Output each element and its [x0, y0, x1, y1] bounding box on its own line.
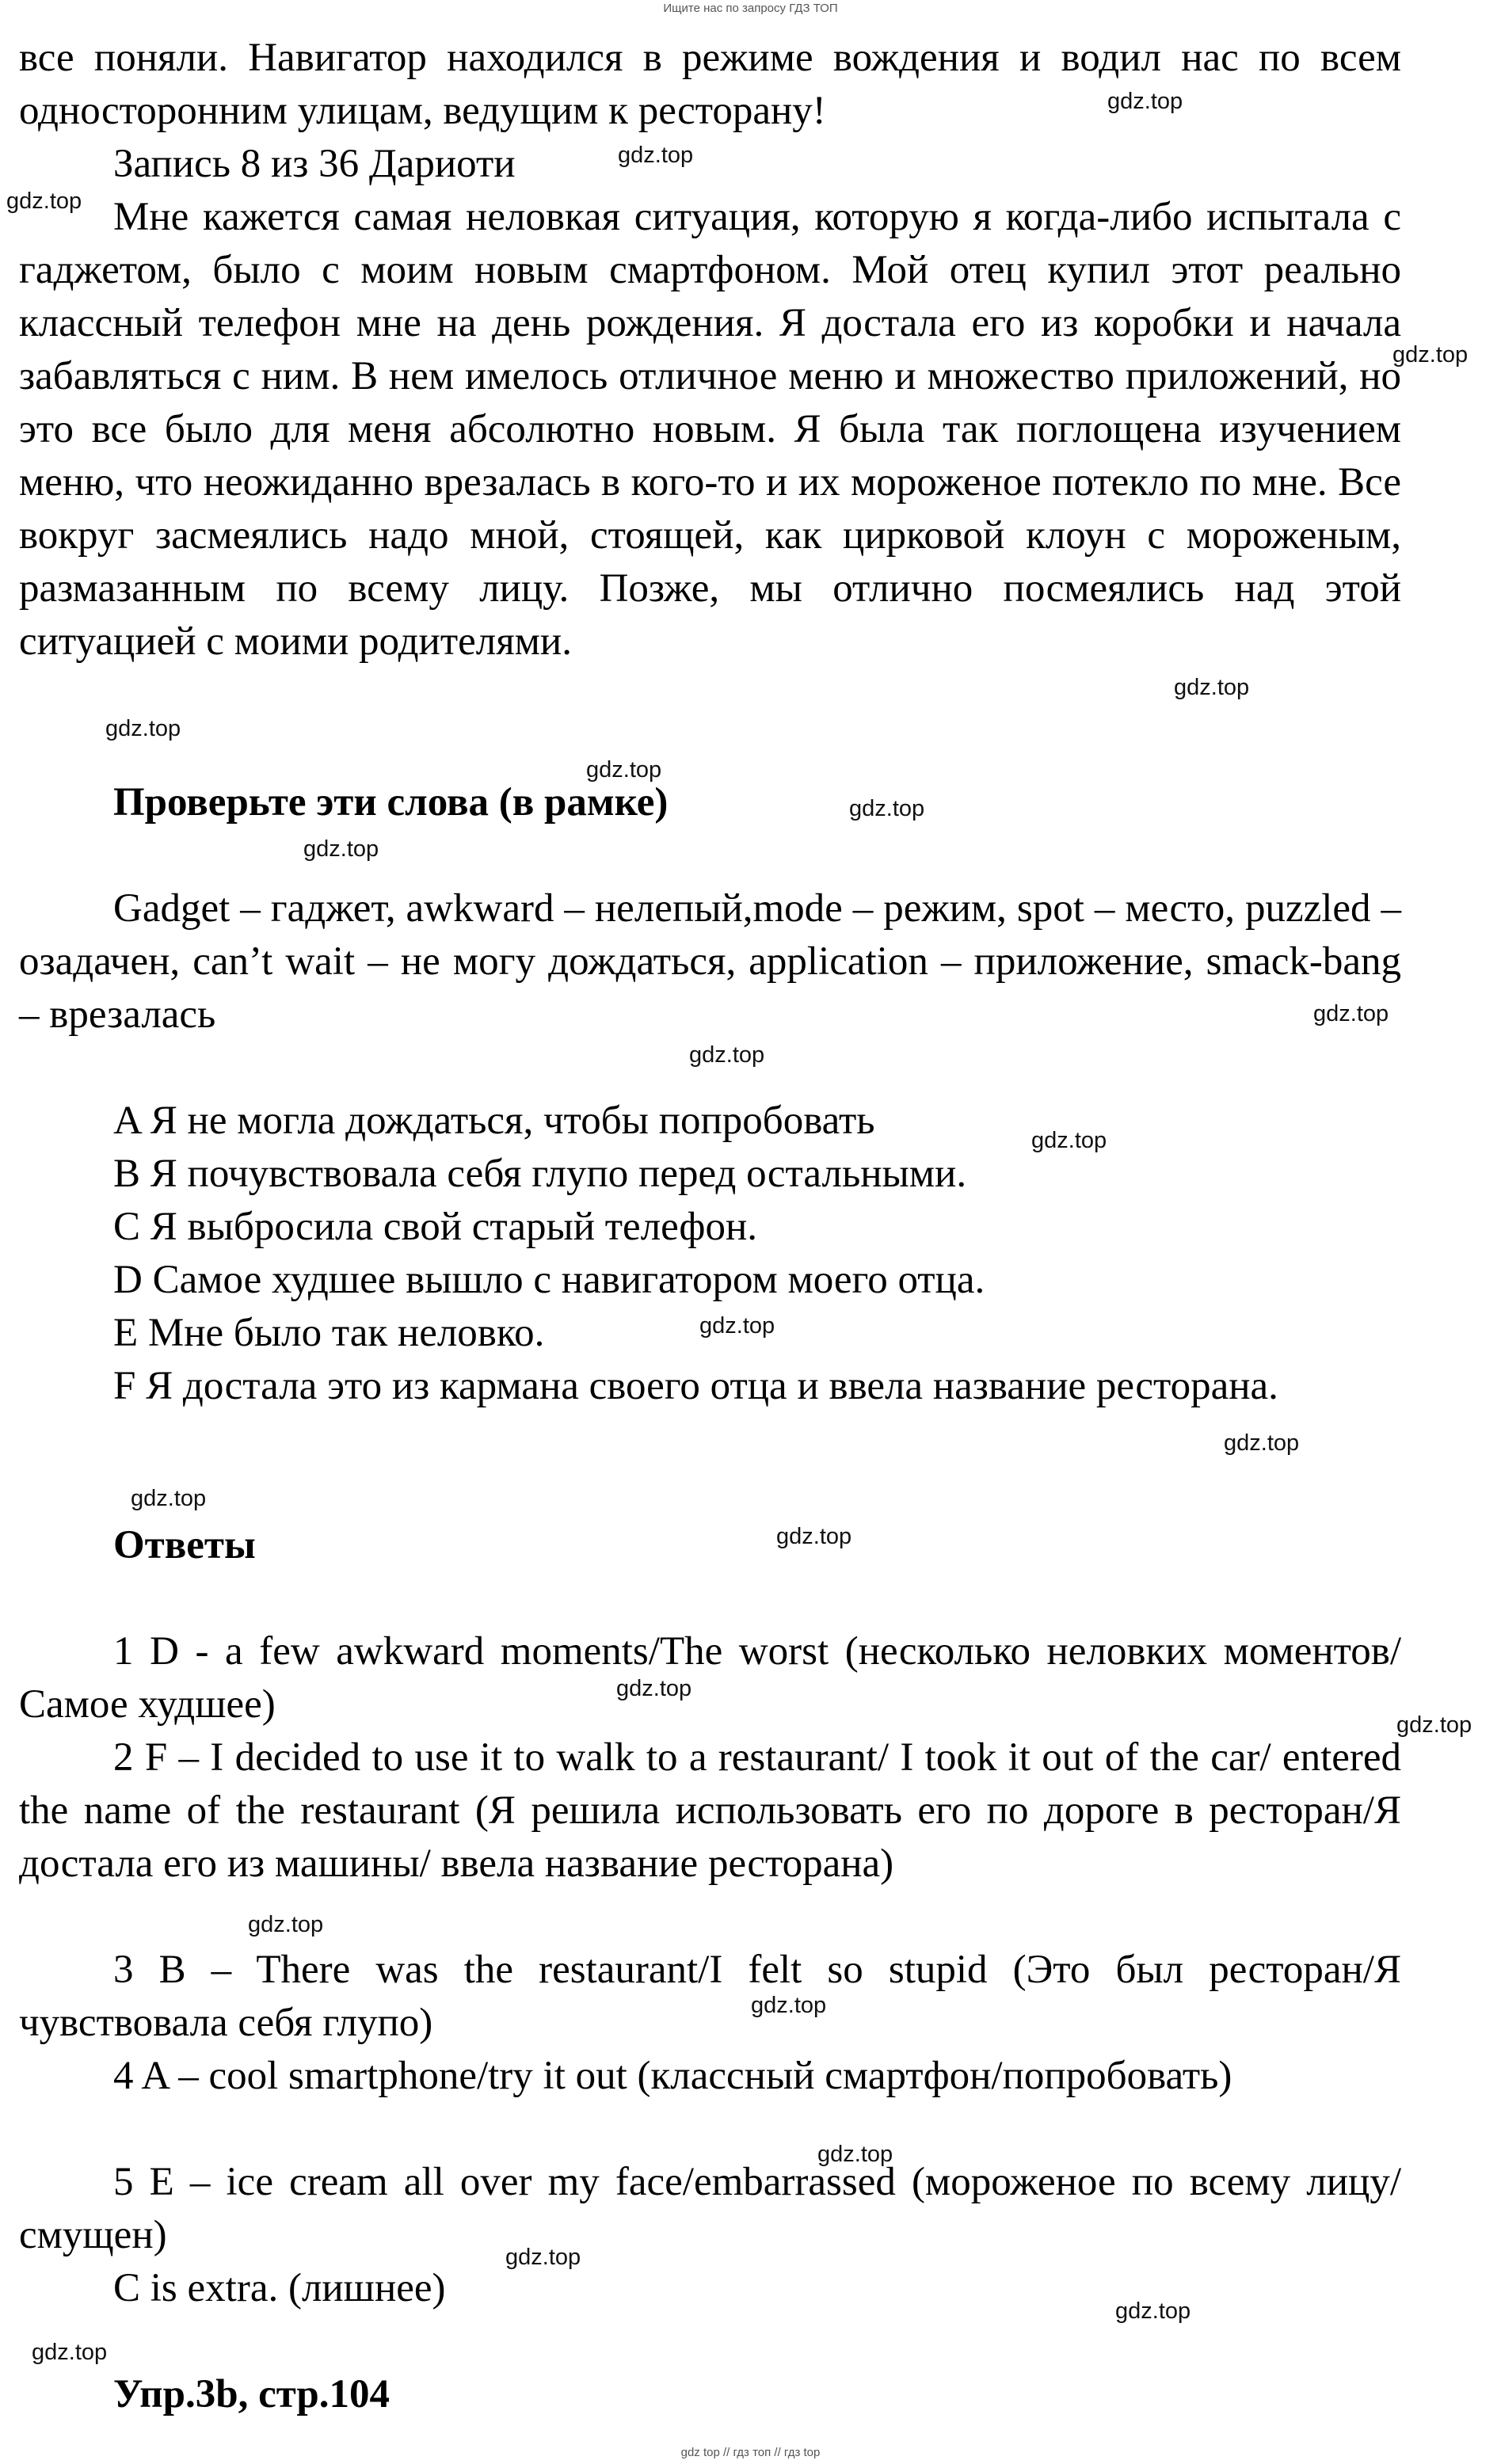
extra-note: C is extra. (лишнее) — [113, 2266, 446, 2310]
watermark: gdz.top — [131, 1486, 207, 1511]
option-d: D Самое худшее вышло с навигатором моего отца. — [113, 1258, 985, 1302]
option-a: A Я не могла дождаться, чтобы попробовать — [113, 1099, 875, 1143]
option-c: C Я выбросила свой старый телефон. — [113, 1205, 757, 1249]
option-e: E Мне было так неловко. — [113, 1311, 545, 1355]
watermark: gdz.top — [586, 757, 662, 783]
header-note: Ищите нас по запросу ГДЗ ТОП — [663, 2, 838, 15]
watermark: gdz.top — [1396, 1712, 1472, 1738]
vocab-list: Gadget – гаджет, awkward – нелепый,mode – режим, spot – место, puzzled – озадачен, can’t wait – не могу дождаться, application – приложение, smack-bang – врезалась — [19, 886, 1401, 1037]
story-paragraph-1: все поняли. Навигатор находился в режиме вождения и водил нас по всем односторонним улицам, ведущим к ресторану! — [19, 36, 1401, 133]
answer-5: 5 E – ice cream all over my face/embarrassed (мороженое по всему лицу/смущен) — [19, 2160, 1401, 2257]
story-paragraph-2: Мне кажется самая неловкая ситуация, которую я когда-либо испытала с гаджетом, было с моим новым смартфоном. Мой отец купил этот реально классный телефон мне на день рождения. Я достала его из коробки и начала забавляться с ним. В нем имелось отличное меню и множество приложений, но это все было для меня абсолютно новым. Я была так поглощена изучением меню, что неожиданно врезалась в кого-то и их мороженое потекло по мне. Все вокруг засмеялись надо мной, стоящей, как цирковой клоун с мороженым, размазанным по всему лицу. Позже, мы отлично посмеялись над этой ситуацией с моими родителями. — [19, 195, 1401, 664]
watermark: gdz.top — [32, 2340, 108, 2365]
watermark: gdz.top — [303, 836, 379, 862]
next-exercise-heading: Упр.3b, стр.104 — [113, 2372, 390, 2416]
watermark: gdz.top — [1031, 1128, 1107, 1153]
watermark: gdz.top — [505, 2245, 581, 2270]
option-b: B Я почувствовала себя глупо перед остальными. — [113, 1152, 967, 1196]
watermark: gdz.top — [618, 143, 694, 168]
watermark: gdz.top — [689, 1042, 765, 1068]
answers-heading: Ответы — [113, 1523, 256, 1567]
watermark: gdz.top — [1313, 1001, 1389, 1026]
footer-note: gdz top // гдз топ // гдз top — [680, 2446, 821, 2459]
watermark: gdz.top — [248, 1912, 324, 1937]
watermark: gdz.top — [699, 1313, 775, 1339]
watermark: gdz.top — [1174, 675, 1250, 700]
answer-3: 3 B – There was the restaurant/I felt so stupid (Это был ресторан/Я чувствовала себя глупо) — [19, 1948, 1401, 2045]
answer-1: 1 D - a few awkward moments/The worst (несколько неловких моментов/Самое худшее) — [19, 1629, 1401, 1727]
watermark: gdz.top — [616, 1676, 692, 1701]
option-f: F Я достала это из кармана своего отца и ввела название ресторана. — [113, 1364, 1278, 1408]
watermark: gdz.top — [105, 716, 181, 741]
watermark: gdz.top — [849, 796, 925, 821]
watermark: gdz.top — [776, 1524, 852, 1549]
answer-4: 4 A – cool smartphone/try it out (классный смартфон/попробовать) — [113, 2054, 1232, 2098]
watermark: gdz.top — [751, 1993, 827, 2018]
watermark: gdz.top — [1107, 89, 1183, 114]
watermark: gdz.top — [1392, 342, 1469, 368]
entry-title: Запись 8 из 36 Дариоти — [113, 142, 516, 186]
answer-2: 2 F – I decided to use it to walk to a restaurant/ I took it out of the car/ entered the name of the restaurant (Я решила использовать его по дороге в ресторан/Я достала его из машины/ ввела название ресторана) — [19, 1735, 1401, 1886]
vocab-heading: Проверьте эти слова (в рамке) — [113, 780, 669, 825]
watermark: gdz.top — [817, 2142, 893, 2167]
watermark: gdz.top — [1115, 2298, 1191, 2324]
watermark: gdz.top — [1224, 1430, 1300, 1456]
watermark: gdz.top — [6, 189, 82, 214]
